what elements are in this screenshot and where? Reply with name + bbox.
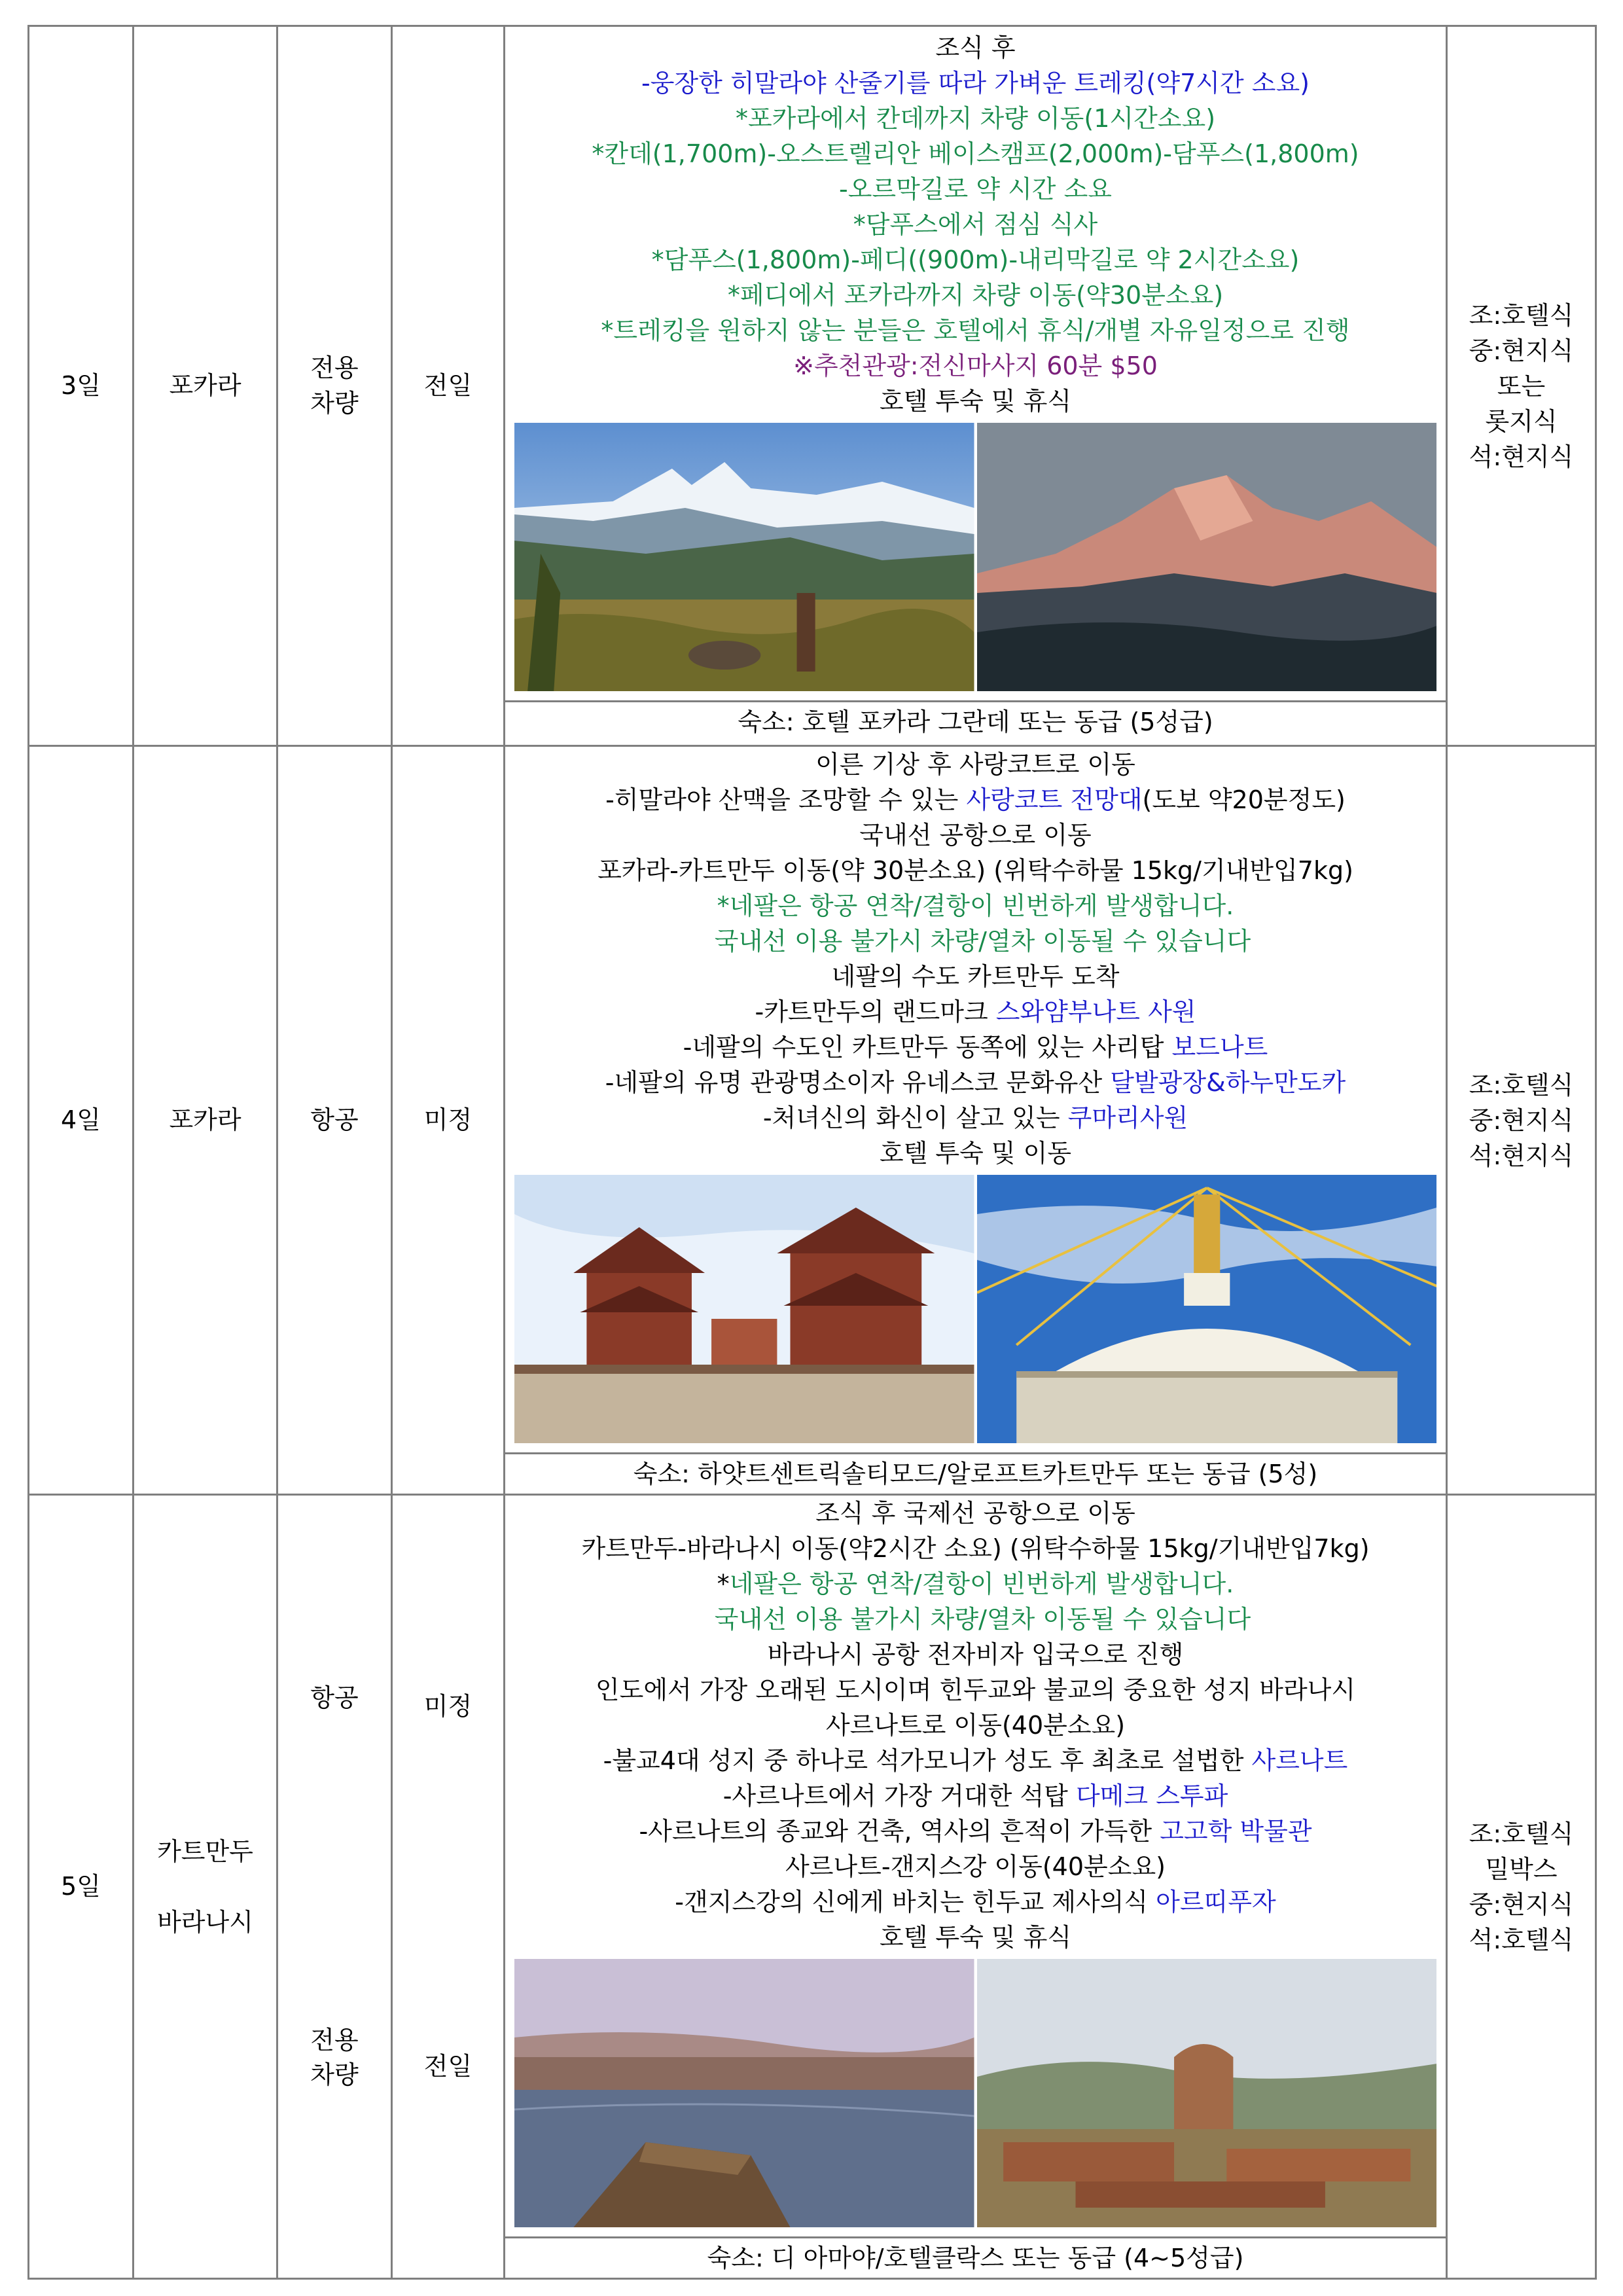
schedule-text: (도보 약20분정도) [1142, 785, 1346, 814]
city-label: 포카라 [169, 370, 241, 400]
meals-list [1448, 1816, 1595, 1958]
schedule-text: -히말라야 산맥을 조망할 수 있는 [605, 785, 967, 814]
schedule-text: 스와얌부나트 사원 [995, 997, 1196, 1026]
schedule-text: *포카라에서 칸데까지 차량 이동(1시간소요) [735, 104, 1216, 133]
schedule-text: -웅장한 히말라야 산줄기를 따라 가벼운 트레킹(약7시간 소요) [641, 69, 1310, 98]
schedule-line [514, 207, 1436, 242]
accommodation-note: 숙소: 디 아마야/호텔클락스 또는 동급 (4~5성급) [505, 2236, 1446, 2278]
accommodation-note: 숙소: 하얏트센트릭솔티모드/알로프트카트만두 또는 동급 (5성) [505, 1452, 1446, 1494]
schedule-line [514, 1100, 1436, 1136]
photo-sunset-peak [977, 423, 1437, 691]
schedule-text: 사랑코트 전망대 [966, 785, 1143, 814]
schedule-lines [505, 1496, 1446, 1958]
meal-item: 밀박스 [1485, 1854, 1558, 1884]
schedule-text: 네팔의 수도 카트만두 도착 [831, 962, 1120, 991]
schedule-text: -갠지스강의 신에게 바치는 힌두교 제사의식 [675, 1888, 1156, 1916]
schedule-line [514, 1637, 1436, 1672]
schedule-line [514, 1531, 1436, 1566]
schedule-text: 호텔 투숙 및 휴식 [879, 387, 1072, 416]
schedule-line [514, 1814, 1436, 1849]
day-cell [29, 746, 134, 1495]
schedule-text: *트레킹을 원하지 않는 분들은 호텔에서 휴식/개별 자유일정으로 진행 [601, 316, 1350, 345]
schedule-line [514, 1672, 1436, 1708]
accommodation-note: 숙소: 호텔 포카라 그란데 또는 동급 (5성급) [505, 700, 1446, 742]
schedule-line [514, 1566, 1436, 1602]
transport-cell [277, 746, 392, 1495]
duration-label: 미정 [423, 1691, 473, 1721]
duration-label: 전일 [423, 2051, 473, 2081]
city-stack [134, 1834, 276, 1940]
photo-boudhanath-stupa [977, 1175, 1437, 1443]
schedule-line [514, 853, 1436, 888]
schedule-line [514, 1778, 1436, 1814]
day-cell [29, 26, 134, 746]
schedule-text: -오르막길로 약 시간 소요 [838, 175, 1113, 204]
meals-list [1448, 298, 1595, 475]
photo-durbar-square [514, 1175, 974, 1443]
schedule-line [514, 1136, 1436, 1171]
city-cell [134, 26, 277, 746]
schedule-text: 쿠마리사원 [1067, 1103, 1188, 1132]
meal-item: 조:호텔식 [1469, 1819, 1574, 1848]
schedule-cell [505, 1495, 1447, 2279]
schedule-lines [505, 747, 1446, 1174]
schedule-text: -카트만두의 랜드마크 [755, 997, 996, 1026]
schedule-text: 카트만두-바라나시 이동(약2시간 소요) (위탁수하물 15kg/기내반입7kg) [581, 1534, 1370, 1563]
schedule-line [514, 1496, 1436, 1531]
meal-item: 롯지식 [1485, 406, 1558, 436]
day-row-5 [29, 1495, 1596, 2279]
schedule-line [514, 1602, 1436, 1637]
city-label: 카트만두 [157, 1837, 253, 1866]
schedule-line [514, 1065, 1436, 1100]
photo-ganges-river [514, 1959, 974, 2227]
duration-cell [392, 1495, 505, 2279]
meal-item: 석:호텔식 [1469, 1925, 1574, 1954]
itinerary-table [27, 25, 1597, 2280]
schedule-line [514, 1030, 1436, 1065]
schedule-text: 다메크 스투파 [1075, 1782, 1228, 1810]
meals-cell [1447, 1495, 1596, 2279]
meals-cell [1447, 26, 1596, 746]
schedule-text: 사르나트 [1251, 1746, 1348, 1775]
schedule-text: 네팔은 항공 연착/결항이 빈번하게 발생합니다. [729, 1570, 1234, 1598]
schedule-line [514, 384, 1436, 419]
city-label: 바라나시 [157, 1907, 253, 1937]
schedule-line [514, 747, 1436, 782]
schedule-text: 고고학 박물관 [1160, 1817, 1312, 1846]
schedule-line [514, 782, 1436, 817]
schedule-text: *칸데(1,700m)-오스트렐리안 베이스캠프(2,000m)-담푸스(1,800m) [592, 139, 1359, 168]
schedule-text: 아르띠푸자 [1156, 1888, 1276, 1916]
schedule-text: 조식 후 국제선 공항으로 이동 [815, 1499, 1135, 1528]
schedule-line [514, 1708, 1436, 1743]
photo-row [505, 1958, 1446, 2236]
schedule-text: 국내선 이용 불가시 차량/열차 이동될 수 있습니다 [714, 927, 1251, 956]
schedule-text: 이른 기상 후 사랑코트로 이동 [815, 750, 1135, 779]
duration-stack [393, 1527, 503, 2247]
duration-label: 전일 [423, 370, 473, 400]
schedule-text: -처녀신의 화신이 살고 있는 [762, 1103, 1068, 1132]
city-cell [134, 1495, 277, 2279]
schedule-line [514, 348, 1436, 384]
day-row-4 [29, 746, 1596, 1495]
schedule-line [514, 242, 1436, 278]
duration-cell [392, 26, 505, 746]
schedule-text: 보드나트 [1171, 1033, 1268, 1062]
schedule-text: 사르나트로 이동(40분소요) [825, 1711, 1126, 1740]
schedule-text: ※추천관광:전신마사지 60분 $50 [793, 351, 1158, 380]
meals-cell [1447, 746, 1596, 1495]
schedule-line [514, 313, 1436, 348]
transport-stack [278, 1527, 391, 2247]
day-label: 4일 [61, 1105, 101, 1134]
photo-mountain-trek [514, 423, 974, 691]
meals-list [1448, 1067, 1595, 1174]
schedule-line [514, 30, 1436, 65]
schedule-text: 바라나시 공항 전자비자 입국으로 진행 [767, 1640, 1184, 1669]
meal-item: 중:현지식 [1469, 1105, 1574, 1135]
schedule-text: *네팔은 항공 연착/결항이 빈번하게 발생합니다. [717, 891, 1234, 920]
schedule-text: *담푸스(1,800m)-페디((900m)-내리막길로 약 2시간소요) [651, 245, 1300, 274]
schedule-cell [505, 746, 1447, 1495]
day-label: 5일 [61, 1871, 101, 1901]
schedule-line [514, 278, 1436, 313]
city-cell [134, 746, 277, 1495]
schedule-lines [505, 30, 1446, 422]
schedule-line [514, 101, 1436, 136]
photo-dhamek-stupa [977, 1959, 1437, 2227]
meal-item: 중:현지식 [1469, 336, 1574, 365]
meal-item: 중:현지식 [1469, 1890, 1574, 1919]
schedule-text: 달발광장&하누만도카 [1110, 1068, 1346, 1097]
schedule-text: 포카라-카트만두 이동(약 30분소요) (위탁수하물 15kg/기내반입7kg) [597, 856, 1353, 885]
duration-label: 미정 [423, 1105, 473, 1134]
duration-cell [392, 746, 505, 1495]
schedule-line [514, 136, 1436, 171]
meal-item: 조:호텔식 [1469, 1070, 1574, 1100]
city-label: 포카라 [169, 1105, 241, 1134]
schedule-line [514, 994, 1436, 1030]
meal-item: 석:현지식 [1469, 1141, 1574, 1170]
day-cell [29, 1495, 134, 2279]
meal-item: 조:호텔식 [1469, 300, 1574, 330]
schedule-text: -사르나트에서 가장 거대한 석탑 [722, 1782, 1076, 1810]
schedule-cell [505, 26, 1447, 746]
schedule-text: -네팔의 수도인 카트만두 동쪽에 있는 사리탑 [683, 1033, 1172, 1062]
photo-row [505, 422, 1446, 700]
transport-label: 전용 차량 [310, 353, 359, 418]
schedule-text: 조식 후 [935, 33, 1016, 62]
schedule-line [514, 65, 1436, 101]
schedule-text: -불교4대 성지 중 하나로 석가모니가 성도 후 최초로 설법한 [603, 1746, 1252, 1775]
schedule-line [514, 888, 1436, 924]
transport-label: 전용 차량 [310, 2026, 359, 2090]
schedule-text: 인도에서 가장 오래된 도시이며 힌두교와 불교의 중요한 성지 바라나시 [595, 1676, 1356, 1704]
schedule-text: 사르나트-갠지스강 이동(40분소요) [785, 1852, 1166, 1881]
meal-item: 또는 [1497, 371, 1546, 401]
transport-cell [277, 26, 392, 746]
schedule-text: 국내선 공항으로 이동 [859, 821, 1092, 850]
schedule-text: * [717, 1570, 730, 1598]
schedule-line [514, 959, 1436, 994]
schedule-line [514, 924, 1436, 959]
photo-row [505, 1174, 1446, 1452]
day-row-3 [29, 26, 1596, 746]
schedule-text: 호텔 투숙 및 이동 [879, 1139, 1072, 1168]
schedule-text: 호텔 투숙 및 휴식 [879, 1923, 1072, 1952]
schedule-text: *담푸스에서 점심 식사 [853, 210, 1098, 239]
day-label: 3일 [61, 370, 101, 400]
schedule-line [514, 171, 1436, 207]
schedule-line [514, 1884, 1436, 1920]
transport-cell [277, 1495, 392, 2279]
schedule-line [514, 1743, 1436, 1778]
schedule-text: -사르나트의 종교와 건축, 역사의 흔적이 가득한 [639, 1817, 1160, 1846]
schedule-text: 국내선 이용 불가시 차량/열차 이동될 수 있습니다 [714, 1605, 1251, 1634]
schedule-text: *페디에서 포카라까지 차량 이동(약30분소요) [727, 281, 1224, 310]
transport-label: 항공 [310, 1683, 359, 1712]
transport-label: 항공 [310, 1105, 359, 1134]
schedule-line [514, 1920, 1436, 1955]
schedule-line [514, 1849, 1436, 1884]
meal-item: 석:현지식 [1469, 442, 1574, 471]
schedule-text: -네팔의 유명 관광명소이자 유네스코 문화유산 [605, 1068, 1111, 1097]
schedule-line [514, 817, 1436, 853]
